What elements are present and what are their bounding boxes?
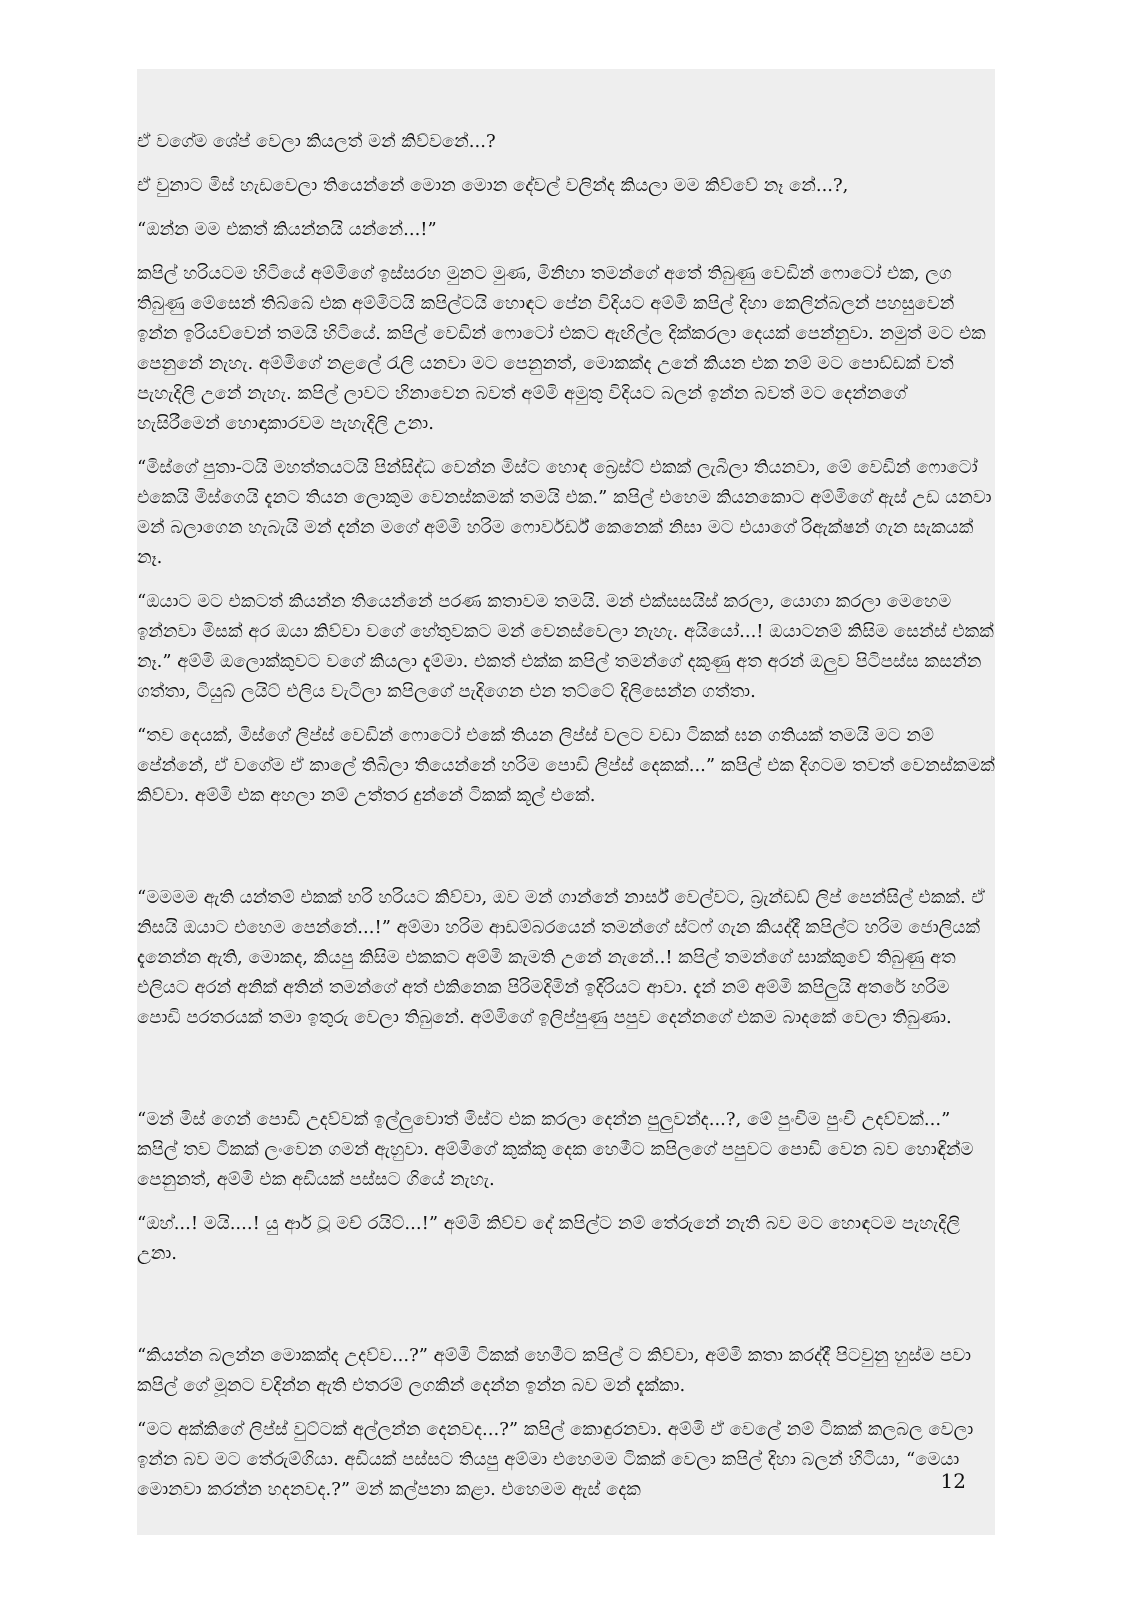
paragraph: “ඔහ්...! මයි....! යු ආර් ටූ මච් රයිට්...!” අම්මි කිව්ව දේ කපිල්ට නම් තේරුනේ නැති බව මට හොඳටම පැහැදිලි උනා.	[137, 1213, 961, 1264]
paragraph: “තව දෙයක්, මිස්ගේ ලිප්ස් වෙඩින් ෆොටෝ එකේ තියන ලිප්ස් වලට වඩා ටිකක් ඝන ගතියක් තමයි මට නම් පේන්නේ, ඒ වගේම ඒ කාලේ තිබිලා තියෙන්නේ හරිම පොඩි ලිප්ස් දෙකක්...” කපිල් එක දිගටම තවත් වෙනස්කමක් කිව්වා. අම්මි එක අහලා නම් උත්තර දුන්නේ ටිකක් කූල් එකේ.	[137, 725, 995, 806]
paragraph: ඒ වුනාට මිස් හැඩවෙලා තියෙන්නේ මොන මොන දේවල් වලින්ද කියලා මම කිව්වේ නෑ නේ...?,	[137, 175, 849, 196]
paragraph: “මට අක්කිගේ ලිප්ස් වුට්ටක් අල්ලන්න දෙනවද...?” කපිල් කොඳුරනවා. අම්මි ඒ වෙලේ නම් ටිකක් කලබල වෙලා ඉන්න බව මට තේරුම්ගියා. අඩියක් පස්සට තියපු අම්මා එහෙමම ටිකක් වෙලා කපිල් දිහා බලන් හිටියා, “මෙයා මොනවා කරන්න හදනවද.?” මන් කල්පනා කළා. එහෙමම ඇස් දෙක	[137, 1419, 974, 1500]
paragraph: “ඔයාට මට එකටත් කියන්න තියෙන්නේ පරණ කතාවම තමයි. මන් එක්සසයිස් කරලා, යොගා කරලා මෙහෙම ඉන්නවා මිසක් අර ඔයා කිව්වා වගේ හේතුවකට මන් වෙනස්වෙලා නැහැ. අයියෝ...! ඔයාටනම් කිසිම සෙන්ස් එකක් නෑ.” අම්මි ඔලොක්කුවට වගේ කියලා දැම්මා. එකත් එක්ක කපිල් තමන්ගේ දකුණු අත අරන් ඔලුව පිටිපස්ස කසන්න ගත්තා, ටියුබ් ලයිට් එලිය වැටිලා කපිලගේ පැදිගෙන එන තට්ටේ දිලිසෙන්න ගත්තා.	[137, 591, 994, 702]
paragraph: “මන් මිස් ගෙන් පොඩි උදව්වක් ඉල්ලුවොත් මිස්ට එක කරලා දෙන්න පුලුවන්ද...?, මේ පුංචිම පුංචි උදව්වක්...” කපිල් තව ටිකක් ලංවෙන ගමන් ඇහුවා. අම්මිගේ කුක්කු දෙක හෙමීට කපිලගේ පපුවට පොඩි වෙන බව හොඳින්ම පෙනුනත්, අම්මි එක අඩියක් පස්සට ගියේ නැහැ.	[137, 1109, 974, 1190]
document-page	[137, 69, 995, 1535]
paragraph: “ඔන්න මම එකත් කියන්නයි යන්නේ...!”	[137, 219, 437, 240]
paragraph: කපිල් හරියටම හිටියේ අම්මිගේ ඉස්සරහ මුනට මුණ, මිනිහා තමන්ගේ අතේ තිබුණු වෙඩින් ෆොටෝ එක, ලග තිබුණු මේසෙන් තිබ්බේ එක අම්මිටයි කපිල්ටයි හොඳට පේන විදියට අම්මි කපිල් දිහා කෙලින්බලන් පහසුවෙන් ඉන්න ඉරියව්වෙන් තමයි හිටියේ. කපිල් වෙඩින් ෆොටෝ එකට ඇඟිල්ල දික්කරලා දෙයක් පෙන්නුවා. නමුත් මට එක පෙනුනේ නැහැ. අම්මිගේ නළලේ රැලි යනවා මට පෙනුනත්, මොකක්ද උනේ කියන එක නම් මට පොඩ්ඩක් වත් පැහැදිලි උනේ නැහැ. කපිල් ලාවට හිනාවෙන බවත් අම්මි අමුතු විදියට බලන් ඉන්න බවත් මට දෙන්නගේ හැසිරීමෙන් හොඳාකාරවම පැහැදිලි උනා.	[137, 263, 986, 434]
paragraph: “මිස්ගේ පුතා-ටයි මහත්තයටයි පින්සිද්ධ වෙන්න මිස්ට හොඳ බ්‍රෙස්ට් එකක් ලැබිලා තියනවා, මේ වෙඩින් ෆොටෝ එකෙයි මිස්ගෙයි දැනට තියන ලොකුම වෙනස්කමක් තමයි එක.” කපිල් එහෙම කියනකොට අම්මිගේ ඇස් උඩ යනවා මන් බලාගෙන හැබැයි මන් දන්න මගේ අම්මි හරිම ෆොර්වර්ඩ් කෙනෙක් නිසා මට එයාගේ රිඇක්ෂන් ගැන සැකයක් නෑ.	[137, 457, 992, 568]
page-number: 12	[940, 1469, 966, 1493]
paragraph: ඒ වගේම ශේප් වෙලා කියලත් මන් කිව්වනේ...?	[137, 131, 496, 152]
paragraph: “මමමම ඇති යන්තම් එකක් හරි හරියට කිව්වා, ඔව මන් ගාන්නේ නාර්ස් වෙල්වට, බ්‍රැන්ඩඩ් ලිප් පෙන්සිල් එකක්. ඒ නිසයි ඔයාට එහෙම පෙන්නේ...!” අම්මා හරිම ආඩම්බරයෙන් තමන්ගේ ස්ටෆ් ගැන කියද්දී කපිල්ට හරිම ජොලියක් දැනෙන්න ඇති, මොකද, කියපු කිසිම එකකට අම්මි කැමති උනේ නැනේ..! කපිල් තමන්ගේ සාක්කුවේ තිබුණු අත එලියට අරන් අනික් අතින් තමන්ගේ අත් එකිනෙක පිරිමදිමින් ඉදිරියට ආවා. දැන් නම් අම්මි කපිලුයි අතරේ හරිම පොඩි පරතරයක් තමා ඉතුරු වෙලා තිබුනේ. අම්මිගේ ඉලිප්පුණු පපුව දෙන්නගේ එකම බාදකේ වෙලා තිබුණා.	[137, 887, 985, 1028]
paragraph: “කියන්න බලන්න මොකක්ද උදව්ව...?” අම්මි ටිකක් හෙමීට කපිල් ට කිව්වා, අම්මි කතා කරද්දී පිටවුනු හුස්ම පවා කපිල් ගේ මූනට වදින්න ඇති එතරම් ලගකින් දෙන්න ඉන්න බව මන් දැක්කා.	[137, 1345, 972, 1396]
text-body	[137, 127, 995, 1505]
